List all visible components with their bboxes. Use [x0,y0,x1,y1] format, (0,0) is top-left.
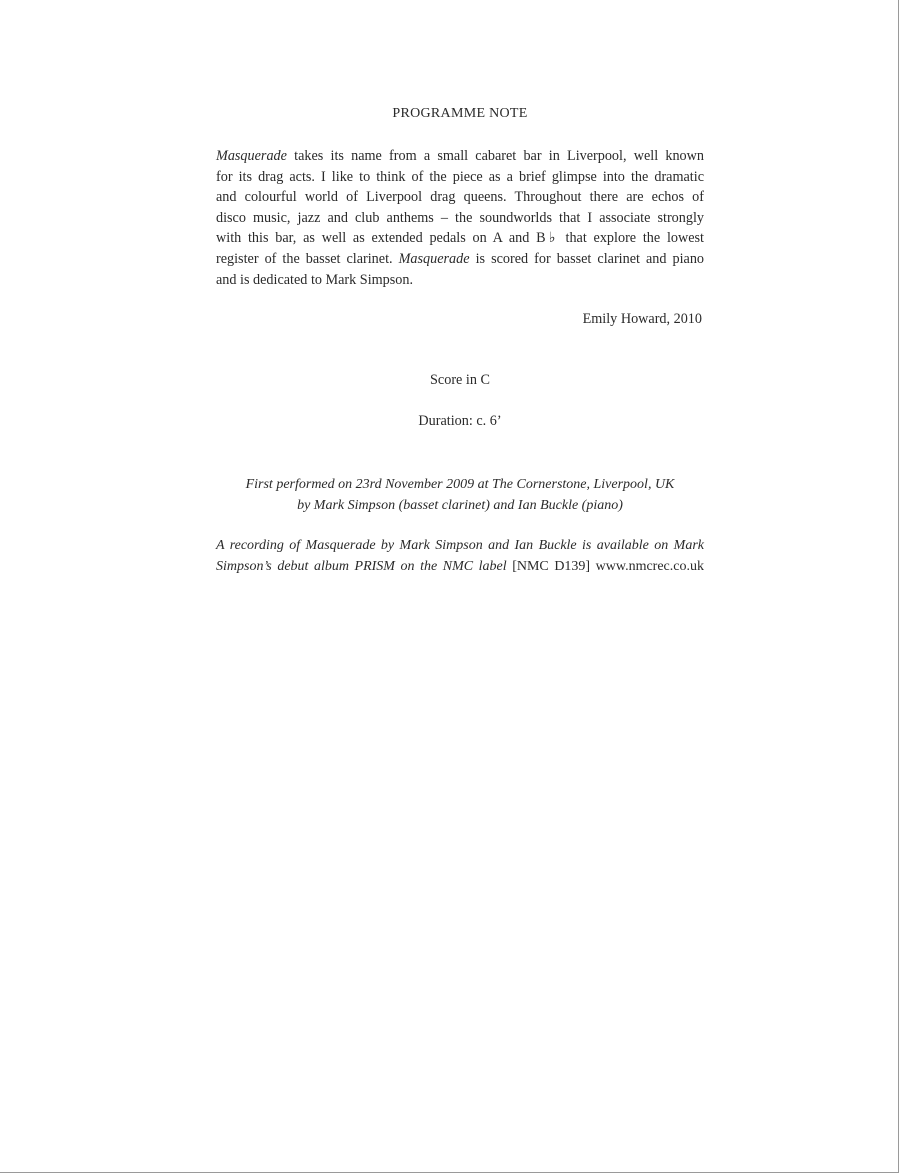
programme-note-heading: PROGRAMME NOTE [392,106,528,121]
note-line: for its drag acts. I like to think of the piece as a brief glimpse into the dramatic [216,168,704,185]
note-line: and colourful world of Liverpool drag queens. Throughout there are echos of [216,189,704,206]
note-line: disco music, jazz and club anthems – the soundworlds that I associate strongly [216,209,704,226]
work-title: Masquerade [398,250,470,267]
duration: Duration: c. 6’ [418,413,502,429]
recording-line: Simpson’s debut album PRISM on the NMC label [NMC D139] www.nmcrec.co.uk [216,559,704,574]
note-line: register of the basset clarinet. Masquerade is scored for basset clarinet and piano [216,250,705,267]
premiere-info [0,474,900,516]
author-signature: Emily Howard, 2010 [582,311,702,327]
score-key: Score in C [430,372,490,388]
note-line: and is dedicated to Mark Simpson. [216,271,414,288]
programme-note-text [216,146,704,290]
recording-info [216,535,704,577]
premiere-line: by Mark Simpson (basset clarinet) and Ian Buckle (piano) [297,498,623,513]
note-line: with this bar, as well as extended pedals on A and B♭ that explore the lowest [216,230,704,247]
premiere-line: First performed on 23rd November 2009 at The Cornerstone, Liverpool, UK [245,477,675,492]
recording-line: A recording of Masquerade by Mark Simpson and Ian Buckle is available on Mark [216,538,704,553]
note-line: Masquerade takes its name from a small cabaret bar in Liverpool, well known [216,148,704,164]
work-title: Masquerade [216,148,287,164]
